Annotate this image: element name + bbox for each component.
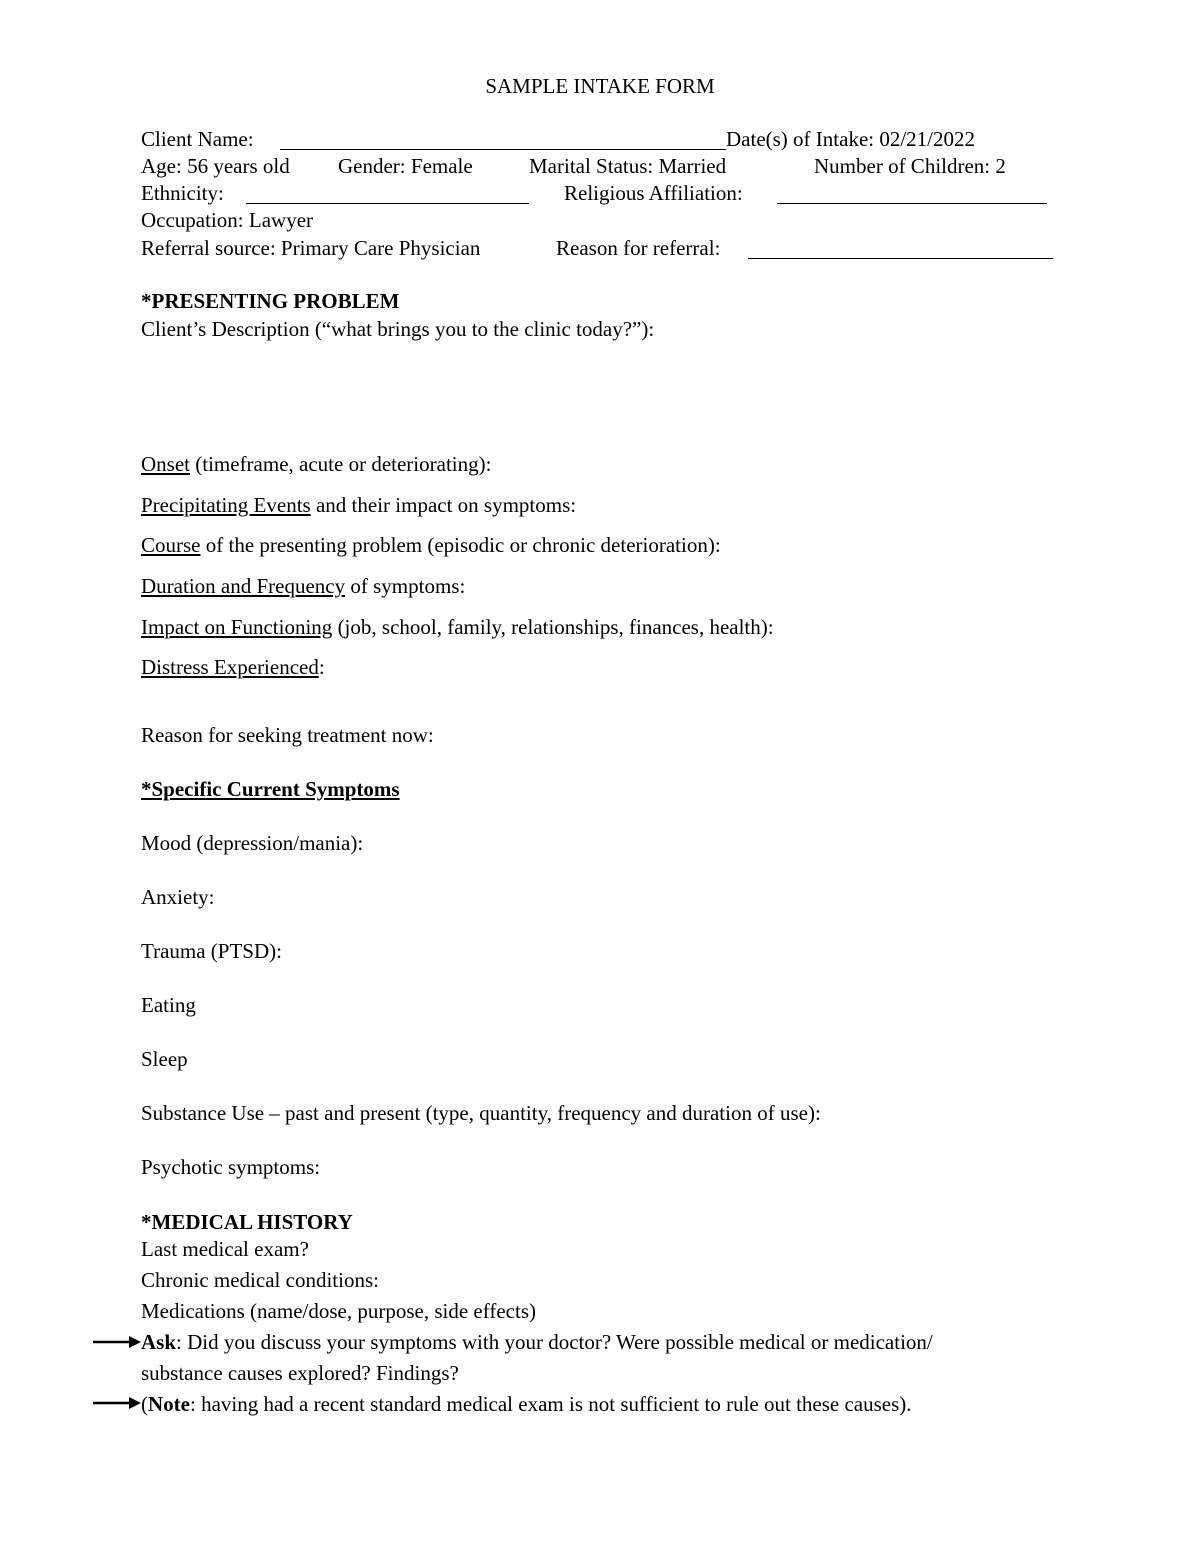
ask-prompt-continued: substance causes explored? Findings? [141, 1361, 459, 1385]
ethnicity-label: Ethnicity: [141, 181, 224, 205]
medications-item: Medications (name/dose, purpose, side effects) [141, 1299, 536, 1323]
client-description-prompt: Client’s Description (“what brings you to the clinic today?”): [141, 317, 655, 341]
substance-use-item: Substance Use – past and present (type, quantity, frequency and duration of use): [141, 1101, 821, 1125]
referral-reason-blank [748, 258, 1053, 259]
distress-item [141, 657, 325, 678]
referral-source-field: Referral source: Primary Care Physician [141, 236, 481, 260]
course-term: Course [141, 533, 201, 557]
arrow-right-icon [93, 1396, 141, 1410]
eating-item: Eating [141, 993, 196, 1017]
impact-functioning-detail: (job, school, family, relationships, finances, health): [332, 615, 774, 639]
ask-label: Ask [141, 1330, 177, 1354]
psychotic-symptoms-item: Psychotic symptoms: [141, 1155, 321, 1179]
page-title: SAMPLE INTAKE FORM [485, 74, 715, 98]
distress-detail: : [318, 655, 325, 679]
marital-status-field: Marital Status: Married [529, 154, 727, 178]
gender-field: Gender: Female [338, 154, 473, 178]
onset-term: Onset [141, 452, 190, 476]
distress-term: Distress Experienced [141, 655, 319, 679]
trauma-item: Trauma (PTSD): [141, 939, 282, 963]
onset-detail: (timeframe, acute or deteriorating): [190, 452, 492, 476]
precipitating-events-item [141, 495, 576, 516]
impact-functioning-item [141, 617, 774, 638]
impact-functioning-term: Impact on Functioning [141, 615, 333, 639]
children-field: Number of Children: 2 [814, 154, 1006, 178]
chronic-conditions-item: Chronic medical conditions: [141, 1268, 379, 1292]
referral-reason-label: Reason for referral: [556, 236, 721, 260]
note-open-paren: ( [141, 1392, 148, 1416]
religion-label: Religious Affiliation: [564, 181, 743, 205]
arrow-right-icon [93, 1335, 141, 1349]
duration-frequency-detail: of symptoms: [345, 574, 466, 598]
ask-text: : Did you discuss your symptoms with your doctor? Were possible medical or medication/ [176, 1330, 933, 1354]
course-detail: of the presenting problem (episodic or chronic deterioration): [200, 533, 721, 557]
reason-seeking-treatment: Reason for seeking treatment now: [141, 723, 434, 747]
note-label: Note [148, 1392, 190, 1416]
precipitating-events-term: Precipitating Events [141, 493, 311, 517]
current-symptoms-heading: *Specific Current Symptoms [141, 777, 400, 801]
course-item [141, 535, 721, 556]
duration-frequency-item [141, 576, 465, 597]
intake-date: Date(s) of Intake: 02/21/2022 [726, 127, 976, 151]
note-body: : having had a recent standard medical exam is not sufficient to rule out these causes). [189, 1392, 912, 1416]
ask-prompt [141, 1332, 933, 1353]
duration-frequency-term: Duration and Frequency [141, 574, 346, 598]
precipitating-events-detail: and their impact on symptoms: [310, 493, 577, 517]
client-name-blank [280, 149, 726, 150]
mood-item: Mood (depression/mania): [141, 831, 364, 855]
religion-blank [777, 203, 1047, 204]
note-text [141, 1394, 912, 1415]
onset-item [141, 454, 491, 475]
client-name-label: Client Name: [141, 127, 254, 151]
age-field: Age: 56 years old [141, 154, 290, 178]
presenting-problem-heading: *PRESENTING PROBLEM [141, 289, 400, 313]
sleep-item: Sleep [141, 1047, 188, 1071]
ethnicity-blank [246, 203, 529, 204]
occupation-field: Occupation: Lawyer [141, 208, 314, 232]
medical-history-heading: *MEDICAL HISTORY [141, 1210, 353, 1234]
anxiety-item: Anxiety: [141, 885, 215, 909]
last-exam-item: Last medical exam? [141, 1237, 309, 1261]
